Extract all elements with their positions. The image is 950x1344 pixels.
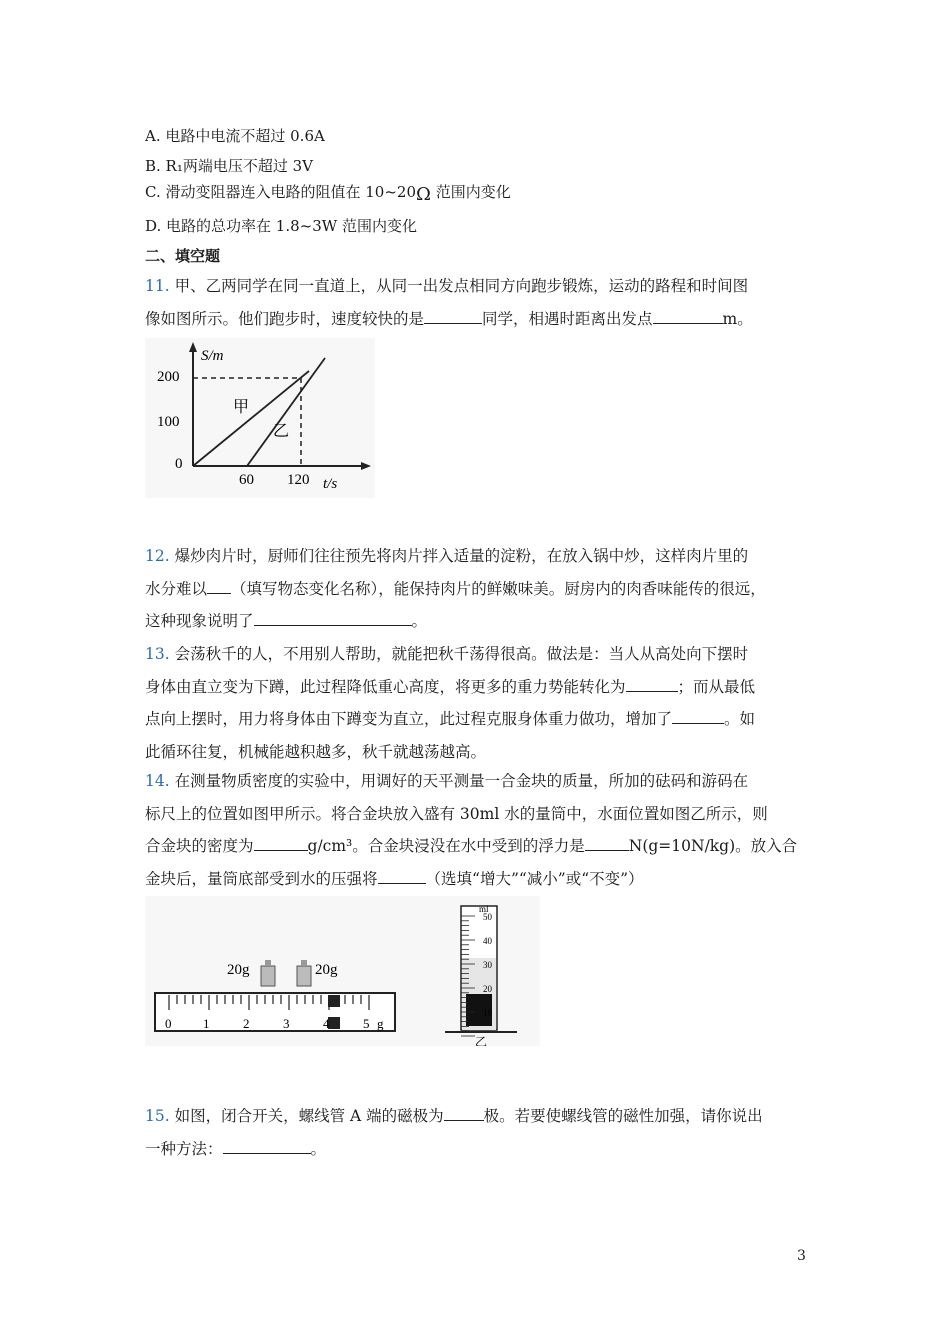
option-b: B. R₁两端电压不超过 3V xyxy=(145,157,314,175)
answer-blank[interactable] xyxy=(424,307,482,324)
q12-line3-end: 。 xyxy=(411,612,428,630)
cylinder-unit: ml xyxy=(479,904,489,914)
answer-blank[interactable] xyxy=(207,577,231,594)
page-number: 3 xyxy=(797,1248,806,1264)
answer-blank[interactable] xyxy=(254,609,412,626)
question-11 xyxy=(145,270,813,335)
q13-line3-end: 。如 xyxy=(724,710,756,728)
cylinder-mark-50: 50 xyxy=(483,912,492,922)
question-14 xyxy=(145,765,813,895)
q14-line3-end: N(g=10N/kg)。放入合 xyxy=(628,837,798,855)
q15-line2-text: 一种方法： xyxy=(145,1139,223,1158)
q11-line2-end: m。 xyxy=(722,309,753,328)
option-c xyxy=(145,182,511,205)
q12-line1: 爆炒肉片时，厨师们往往预先将肉片拌入适量的淀粉，在放入锅中炒，这样肉片里的 xyxy=(174,547,749,565)
section-heading: 二、填空题 xyxy=(145,247,221,265)
y-tick-100: 100 xyxy=(157,414,180,430)
scale-label-0: 0 xyxy=(165,1016,172,1031)
answer-blank[interactable] xyxy=(223,1137,311,1154)
q11-line2-text2: 同学，相遇时距离出发点 xyxy=(482,309,653,328)
q14-line3-text: 合金块的密度为 xyxy=(145,837,254,855)
scale-label-4: 4 xyxy=(323,1016,330,1031)
weight-left-label: 20g xyxy=(227,962,250,978)
question-number: 15. xyxy=(145,1107,170,1125)
answer-blank[interactable] xyxy=(626,675,678,692)
answer-blank[interactable] xyxy=(378,867,426,884)
x-axis-label: t/s xyxy=(323,476,338,492)
weight-left-knob xyxy=(265,960,271,966)
option-c-text: C. 滑动变阻器连入电路的阻值在 10~20 xyxy=(145,183,416,201)
q12-line3-text: 这种现象说明了 xyxy=(145,612,254,630)
question-number: 13. xyxy=(145,645,170,663)
q13-line2-text: 身体由直立变为下蹲，此过程降低重心高度，将更多的重力势能转化为 xyxy=(145,677,626,696)
x-tick-120: 120 xyxy=(287,472,310,488)
scale-label-3: 3 xyxy=(283,1016,290,1031)
y-axis-label: S/m xyxy=(201,348,224,364)
question-15 xyxy=(145,1100,813,1165)
question-number: 12. xyxy=(145,547,170,565)
answer-blank[interactable] xyxy=(585,834,629,851)
option-c-suffix: 范围内变化 xyxy=(430,183,511,201)
rider-bottom-icon xyxy=(328,1017,340,1029)
cylinder-mark-10: 10 xyxy=(483,1008,492,1018)
y-tick-200: 200 xyxy=(157,369,180,385)
answer-blank[interactable] xyxy=(653,307,723,324)
q13-line2-end: ；而从最低 xyxy=(677,677,756,696)
cylinder-caption: 乙 xyxy=(475,1035,488,1046)
scale-label-1: 1 xyxy=(203,1016,210,1031)
q14-line2: 标尺上的位置如图甲所示。将合金块放入盛有 30ml 水的量筒中，水面位置如图乙所示，则 xyxy=(145,804,768,823)
cylinder-mark-30: 30 xyxy=(483,960,492,970)
answer-blank[interactable] xyxy=(444,1104,484,1121)
scale-label-2: 2 xyxy=(243,1016,250,1031)
question-number: 11. xyxy=(145,277,170,295)
scale-ruler xyxy=(155,993,395,1031)
q12-line2-text: 水分难以 xyxy=(145,579,208,598)
q11-line1: 甲、乙两同学在同一直道上，从同一出发点相同方向跑步锻炼，运动的路程和时间图 xyxy=(174,277,749,295)
q14-line1: 在测量物质密度的实验中，用调好的天平测量一合金块的质量，所加的砝码和游码在 xyxy=(174,772,749,790)
question-13 xyxy=(145,638,813,768)
cylinder-mark-20: 20 xyxy=(483,984,492,994)
q12-line2-text2: （填写物态变化名称），能保持肉片的鲜嫩味美。厨房内的肉香味能传的很远， xyxy=(231,579,766,598)
cylinder-mark-40: 40 xyxy=(483,936,492,946)
weight-right-knob xyxy=(301,960,307,966)
q13-line3-text: 点向上摆时，用力将身体由下蹲变为直立，此过程克服身体重力做功，增加了 xyxy=(145,710,673,728)
rider-top-icon xyxy=(328,995,340,1007)
q15-line1-text: 如图，闭合开关，螺线管 A 端的磁极为 xyxy=(174,1107,444,1125)
x-tick-60: 60 xyxy=(239,472,254,488)
scale-label-5: 5 xyxy=(363,1016,370,1031)
ohm-symbol: Ω xyxy=(416,184,431,205)
question-number: 14. xyxy=(145,772,170,790)
balance-and-cylinder-figure xyxy=(145,896,540,1046)
option-d: D. 电路的总功率在 1.8~3W 范围内变化 xyxy=(145,217,417,235)
answer-blank[interactable] xyxy=(254,834,308,851)
q15-line1-end: 极。若要使螺线管的磁性加强，请你说出 xyxy=(483,1107,763,1125)
label-jia: 甲 xyxy=(233,399,250,416)
q14-line3-text2: g/cm³。合金块浸没在水中受到的浮力是 xyxy=(307,837,585,855)
distance-time-graph xyxy=(145,338,375,498)
q14-line4-text: 金块后，量筒底部受到水的压强将 xyxy=(145,869,378,888)
label-yi: 乙 xyxy=(273,423,290,440)
q14-line4-end: （选填“增大”“减小”或“不变”） xyxy=(425,869,644,888)
y-tick-0: 0 xyxy=(175,456,183,472)
weight-right-label: 20g xyxy=(315,962,338,978)
weight-right-icon xyxy=(297,966,311,986)
q11-line2-text: 像如图所示。他们跑步时，速度较快的是 xyxy=(145,309,425,328)
option-a: A. 电路中电流不超过 0.6A xyxy=(145,127,325,145)
q13-line4: 此循环往复，机械能越积越多，秋千就越荡越高。 xyxy=(145,742,487,761)
scale-label-unit: g xyxy=(377,1016,384,1031)
question-12 xyxy=(145,540,813,638)
q15-line2-end: 。 xyxy=(310,1139,327,1158)
graph-background xyxy=(145,338,375,498)
weight-left-icon xyxy=(261,966,275,986)
answer-blank[interactable] xyxy=(672,707,724,724)
q13-line1: 会荡秋千的人，不用别人帮助，就能把秋千荡得很高。做法是：当人从高处向下摆时 xyxy=(174,645,749,663)
